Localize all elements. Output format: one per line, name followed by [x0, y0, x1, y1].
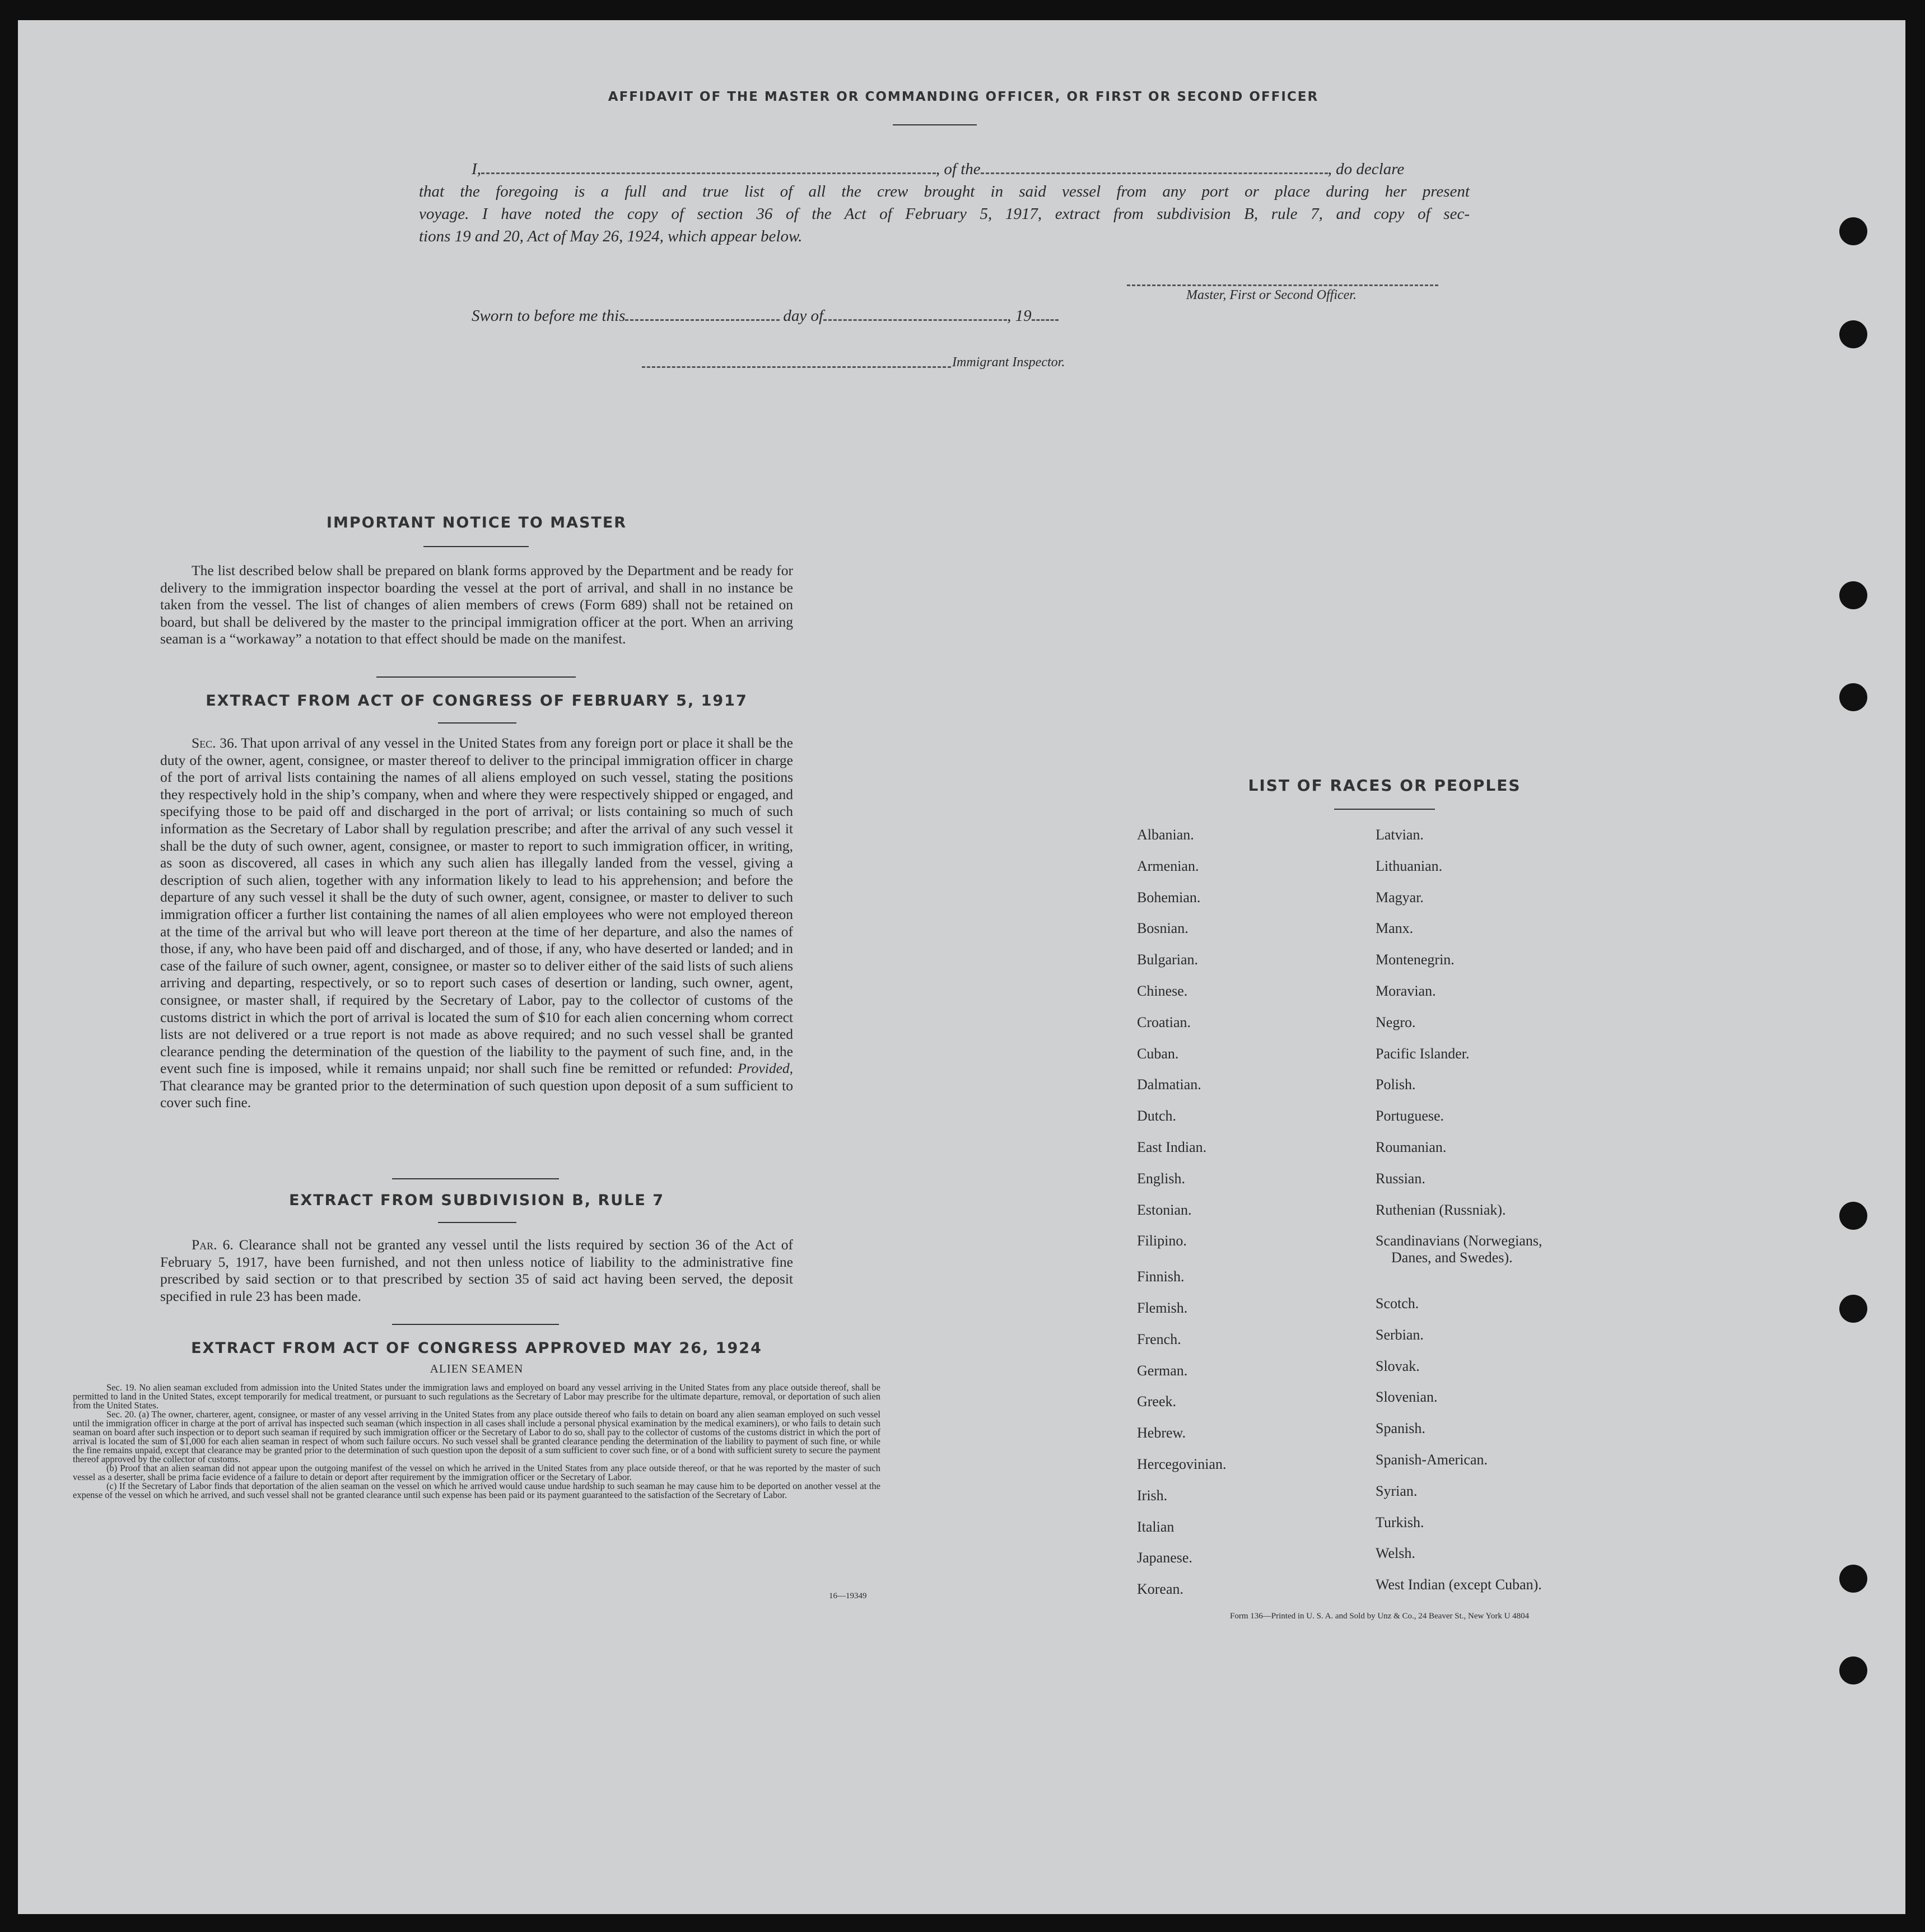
race-item: Chinese.	[1137, 983, 1188, 999]
race-item: Albanian.	[1137, 827, 1194, 843]
race-item: Finnish.	[1137, 1268, 1185, 1285]
divider	[893, 124, 977, 125]
declarant-name-field[interactable]	[481, 172, 936, 174]
provided-label: Provided,	[738, 1060, 794, 1077]
act-1924-body	[73, 1383, 880, 1500]
race-item: Armenian.	[1137, 857, 1199, 874]
punch-hole	[1839, 581, 1867, 609]
race-item: Scandinavians (Norwegians,	[1376, 1233, 1542, 1249]
race-item: Italian	[1137, 1518, 1174, 1535]
section-19-text: Sec. 19. No alien seaman excluded from admission into the United States under the immigration laws and employed on board any vessel arriving in the United States from any place outside thereof, shall be permitted to land in the United States, except temporarily for medical treatment, or pursuant to such regulations as the Secretary of Labor may prescribe for the ultimate departure, removal, or deportation of such alien from the United States.	[73, 1382, 880, 1411]
section-36-tail: That clearance may be granted prior to the determination of such question upon deposit of a sum sufficient to cover such fine.	[160, 1077, 793, 1111]
punch-hole	[1839, 320, 1867, 348]
race-item: Bulgarian.	[1137, 951, 1199, 968]
par-6-label: Par. 6.	[192, 1236, 234, 1253]
affidavit-i: I,	[472, 160, 481, 178]
affidavit-line2: that the foregoing is a full and true list of all the crew brought in said vessel from any port or place during her present	[419, 183, 1470, 200]
race-item: English.	[1137, 1170, 1185, 1187]
race-item: East Indian.	[1137, 1139, 1207, 1155]
affidavit-line4: tions 19 and 20, Act of May 26, 1924, which appear below.	[419, 227, 803, 245]
race-item: Polish.	[1376, 1076, 1416, 1093]
race-item: Hebrew.	[1137, 1425, 1186, 1441]
race-item: Moravian.	[1376, 983, 1436, 999]
punch-hole	[1839, 683, 1867, 711]
par-6-text: Clearance shall not be granted any vessel until the lists required by section 36 of the Act of February 5, 1917, have been furnished, and not then unless notice of liability to the administrative fine prescribed by said section or to that prescribed by section 35 of said act having been served, the deposit specified in rule 23 has been made.	[160, 1236, 794, 1304]
divider	[438, 1222, 516, 1223]
race-item: Manx.	[1376, 920, 1414, 937]
sworn-day-of: day of	[783, 307, 824, 325]
race-item: Turkish.	[1376, 1514, 1424, 1530]
section-20a-text: Sec. 20. (a) The owner, charterer, agent, consignee, or master of any vessel arriving in the United States from any place outside thereof who fails to detain on board any alien seaman employed on such vessel until the immigration officer in charge at the port of arrival has inspected such seaman (which inspection in all cases shall include a personal physical examination by the medical examiners), or who fails to detain such seaman on board after such inspection or to deport such seaman if required by such immigration officer or the Secretary of Labor to do so, shall pay to the collector of customs of the customs district in which the port of arrival is located the sum of $1,000 for each alien seaman in respect of whom such failure occurs. No such vessel shall be granted clearance pending the determination of the liability to payment of such fine, or while the fine remains unpaid, except that clearance may be granted prior to the determination of such question upon the deposit of a sum sufficient to cover such fine, or of a bond with sufficient surety to secure the payment thereof approved by the collector of customs.	[73, 1409, 880, 1464]
affidavit-title: AFFIDAVIT OF THE MASTER OR COMMANDING OFFICER, OR FIRST OR SECOND OFFICER	[608, 90, 1319, 104]
punch-hole	[1839, 1656, 1867, 1684]
act-1924-subtitle: ALIEN SEAMEN	[430, 1362, 524, 1375]
punch-hole	[1839, 1565, 1867, 1593]
form-footer: Form 136—Printed in U. S. A. and Sold by Unz & Co., 24 Beaver St., New York U 4804	[1230, 1612, 1530, 1621]
act-1924-title: EXTRACT FROM ACT OF CONGRESS APPROVED MAY 26, 1924	[191, 1340, 762, 1357]
race-item: West Indian (except Cuban).	[1376, 1576, 1542, 1593]
race-item: Lithuanian.	[1376, 857, 1443, 874]
sworn-month-field[interactable]	[823, 319, 1007, 321]
race-item: German.	[1137, 1362, 1188, 1379]
section-36-text: That upon arrival of any vessel in the United States from any foreign port or place it shall be the duty of the owner, agent, consignee, or master thereof to deliver to the principal immigration officer in charge of the port of arrival lists containing the names of all aliens employed on such vessel, stating the positions they respectively hold in the ship’s company, when and where they were respectively shipped or engaged, and specifying those to be paid off and discharged in the port of arrival; or lists containing so much of such information as the Secretary of Labor shall by regulation prescribe; and after the arrival of any such vessel it shall be the duty of such owner, agent, consignee, or master to report to such immigration officer, in writing, as soon as discovered, all cases in which any such alien has illegally landed from the vessel, giving a description of such alien, together with any information likely to lead to his apprehension; and before the departure of any such vessel it shall be the duty of such owner, agent, consignee, or master to deliver to such immigration officer a further list containing the names of all alien employees who were not employed thereon at the time of the arrival but who will leave port thereon at the time of her departure, and also the names of those, if any, who have been paid off and discharged, and of those, if any, who have deserted or landed; and in case of the failure of such owner, agent, consignee, or master so to deliver either of the said lists of such aliens arriving and departing, respectively, or so to report such cases of desertion or landing, such owner, agent, consignee, or master shall, if required by the Secretary of Labor, pay to the collector of customs of the customs district in which the port of arrival is located the sum of $10 for each alien concerning whom correct lists are not delivered or a true report is not made as above required; and no such vessel shall be granted clearance pending the determination of the question of the liability to the payment of such fine, and, in the event such fine is imposed, while it remains unpaid; nor shall such fine be remitted or refunded:	[160, 735, 793, 1077]
sworn-year-field[interactable]	[1032, 319, 1059, 321]
divider	[392, 1178, 559, 1179]
race-item: Croatian.	[1137, 1014, 1191, 1030]
punch-hole	[1839, 1202, 1867, 1230]
affidavit-of-the: , of the	[935, 160, 981, 178]
divider	[438, 722, 516, 724]
race-item: Hercegovinian.	[1137, 1456, 1227, 1472]
extract-1917-body	[160, 735, 793, 1112]
race-item: Scotch.	[1376, 1295, 1419, 1312]
race-item: Russian.	[1376, 1170, 1425, 1187]
race-item: Welsh.	[1376, 1545, 1415, 1562]
race-item: Japanese.	[1137, 1550, 1192, 1566]
race-item: Flemish.	[1137, 1300, 1188, 1316]
rule7-body	[160, 1236, 793, 1305]
race-item: French.	[1137, 1331, 1181, 1347]
master-signature-label: Master, First or Second Officer.	[1186, 288, 1357, 302]
race-item: Magyar.	[1376, 889, 1424, 906]
race-item: Cuban.	[1137, 1045, 1179, 1062]
notice-text: The list described below shall be prepared on blank forms approved by the Department and be ready for delivery to the immigration inspector boarding the vessel at the port of arrival, and shall in no instance be taken from the vessel. The list of changes of alien members of crews (Form 689) shall not be retained on board, but shall be delivered by the master to the principal immigration officer at the port. When an arriving seaman is a “workaway” a notation to that effect should be made on the manifest.	[160, 562, 793, 647]
divider	[1334, 809, 1435, 810]
rule7-title: EXTRACT FROM SUBDIVISION B, RULE 7	[288, 1192, 665, 1209]
race-item: Roumanian.	[1376, 1139, 1447, 1155]
sworn-day-field[interactable]	[625, 319, 780, 321]
affidavit-body	[419, 158, 1470, 248]
affidavit-do-declare: , do declare	[1327, 160, 1405, 178]
race-item: Dalmatian.	[1137, 1076, 1201, 1093]
sworn-line	[472, 307, 1059, 325]
section-20b-text: (b) Proof that an alien seaman did not appear upon the outgoing manifest of the vessel on which he arrived in the United States from any place outside thereof, or that he was reported by the master of such vessel as a deserter, shall be prima facie evidence of a failure to detain or deport after requirement by the immigration officer or the Secretary of Labor.	[73, 1463, 880, 1482]
race-item: Filipino.	[1137, 1233, 1187, 1249]
inspector-label: Immigrant Inspector.	[952, 355, 1065, 370]
divider	[376, 676, 576, 678]
race-item: Greek.	[1137, 1393, 1177, 1410]
race-item: Slovenian.	[1376, 1389, 1438, 1406]
race-item: Bosnian.	[1137, 920, 1188, 937]
race-item: Dutch.	[1137, 1108, 1177, 1124]
race-item: Serbian.	[1376, 1326, 1424, 1343]
notice-body	[160, 562, 793, 648]
sworn-year-prefix: , 19	[1007, 307, 1032, 325]
section-36-label: Sec. 36.	[192, 735, 238, 751]
race-item: Bohemian.	[1137, 889, 1201, 906]
divider	[392, 1324, 559, 1325]
race-item: Latvian.	[1376, 827, 1424, 843]
race-item: Spanish.	[1376, 1420, 1425, 1437]
punch-hole	[1839, 217, 1867, 245]
print-code: 16—19349	[829, 1592, 867, 1600]
divider	[423, 546, 529, 547]
races-title: LIST OF RACES OR PEOPLES	[1248, 776, 1521, 795]
master-signature-line[interactable]	[1127, 284, 1438, 286]
race-item: Spanish-American.	[1376, 1452, 1488, 1468]
race-item: Montenegrin.	[1376, 951, 1455, 968]
race-item: Irish.	[1137, 1487, 1168, 1504]
sworn-text: Sworn to before me this	[472, 307, 626, 325]
punch-hole	[1839, 1295, 1867, 1323]
race-item: Ruthenian (Russniak).	[1376, 1201, 1506, 1218]
race-item-continuation: Danes, and Swedes).	[1391, 1249, 1513, 1266]
section-20c-text: (c) If the Secretary of Labor finds that deportation of the alien seaman on the vessel on which he arrived would cause undue hardship to such seaman he may cause him to be deported on another vessel at the expense of the vessel on which he arrived, and such vessel shall not be granted clearance until such expense has been paid or its payment guaranteed to the satisfaction of the Secretary of Labor.	[73, 1481, 880, 1500]
race-item: Portuguese.	[1376, 1108, 1444, 1124]
inspector-signature-line[interactable]	[642, 366, 951, 368]
race-item: Estonian.	[1137, 1201, 1192, 1218]
race-item: Syrian.	[1376, 1482, 1418, 1499]
affidavit-line3: voyage. I have noted the copy of section 36 of the Act of February 5, 1917, extract from subdivision B, rule 7, and copy of sec-	[419, 205, 1470, 223]
extract-1917-title: EXTRACT FROM ACT OF CONGRESS OF FEBRUARY 5, 1917	[206, 692, 748, 710]
race-item: Negro.	[1376, 1014, 1416, 1030]
vessel-name-field[interactable]	[981, 172, 1328, 174]
race-item: Korean.	[1137, 1581, 1184, 1598]
notice-title: IMPORTANT NOTICE TO MASTER	[326, 514, 627, 531]
race-item: Pacific Islander.	[1376, 1045, 1470, 1062]
race-item: Slovak.	[1376, 1357, 1420, 1374]
